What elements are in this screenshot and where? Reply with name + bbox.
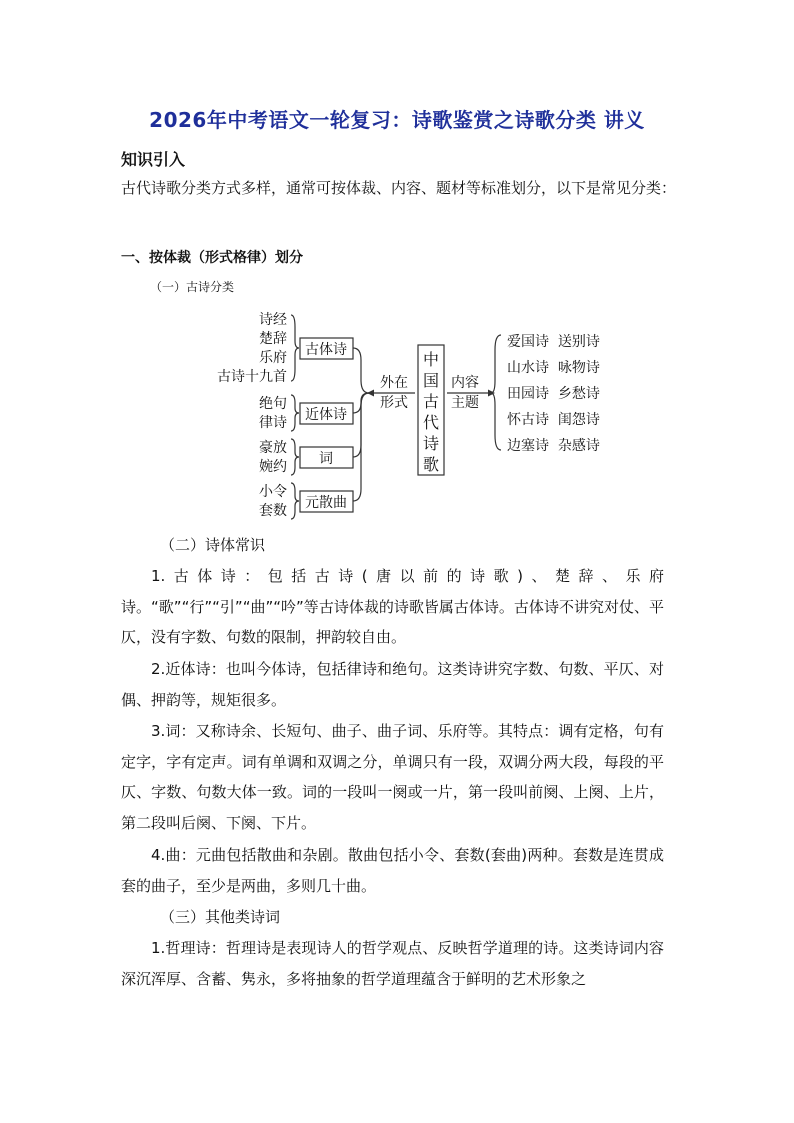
diagram-item: 诗经	[259, 312, 287, 328]
paragraph: 2.近体诗：也叫今体诗，包括律诗和绝句。这类诗讲究字数、句数、平仄、对偶、押韵等，规矩很多。	[121, 660, 664, 709]
diagram-form-label: 近体诗	[305, 407, 347, 423]
diagram-right-label: 内容	[451, 375, 479, 391]
diagram-left-label: 外在	[380, 375, 408, 391]
diagram-item: 套数	[259, 503, 287, 519]
subsection1-heading: （一）古诗分类	[150, 280, 235, 294]
diagram-theme: 爱国诗 送别诗	[507, 334, 600, 350]
paragraph: 3.词：又称诗余、长短句、曲子、曲子词、乐府等。其特点：调有定格，句有定字，字有定声。词有单调和双调之分，单调只有一段，双调分两大段，每段的平仄、字数、句数大体一致。词的一段叫一阕或一片，第一段叫前阕、上阕、上片，第二段叫后阕、下阕、下片。	[121, 722, 664, 832]
diagram-center-char: 古	[422, 392, 440, 411]
diagram-item: 小令	[259, 484, 287, 500]
diagram-theme: 怀古诗 闺怨诗	[507, 412, 600, 428]
poetry-classification-diagram	[195, 305, 635, 525]
diagram-left-label: 形式	[380, 395, 408, 411]
page-title: 2026年中考语文一轮复习：诗歌鉴赏之诗歌分类 讲义	[149, 108, 645, 132]
diagram-form-label: 元散曲	[305, 495, 347, 511]
diagram-theme: 山水诗 咏物诗	[507, 360, 600, 376]
diagram-item: 律诗	[259, 415, 287, 431]
intro-text: 古代诗歌分类方式多样，通常可按体裁、内容、题材等标准划分，以下是常见分类：	[121, 179, 677, 197]
diagram-item: 婉约	[259, 459, 287, 475]
diagram-item: 绝句	[259, 396, 287, 412]
paragraph: 1.哲理诗：哲理诗是表现诗人的哲学观点、反映哲学道理的诗。这类诗词内容深沉浑厚、含蓄、隽永，多将抽象的哲学道理蕴含于鲜明的艺术形象之	[121, 939, 664, 988]
intro-heading: 知识引入	[121, 150, 186, 169]
diagram-item: 豪放	[259, 440, 287, 456]
paragraph: 1.古体诗：包括古诗(唐以前的诗歌)、楚辞、乐府诗。“歌”“行”“引”“曲”“吟”等古诗体裁的诗歌皆属古体诗。古体诗不讲究对仗、平仄，没有字数、句数的限制，押韵较自由。	[121, 567, 664, 646]
section1-heading: 一、按体裁（形式格律）划分	[121, 250, 303, 266]
diagram-right-label: 主题	[451, 395, 479, 411]
diagram-item: 乐府	[259, 350, 287, 366]
diagram-form-label: 古体诗	[305, 342, 347, 358]
diagram-item: 楚辞	[259, 331, 287, 347]
subsection2-heading: （二）诗体常识	[160, 536, 266, 554]
diagram-center-char: 诗	[422, 434, 440, 453]
subsection3-heading: （三）其他类诗词	[160, 908, 281, 926]
diagram-theme: 边塞诗 杂感诗	[507, 438, 600, 454]
diagram-theme: 田园诗 乡愁诗	[507, 386, 600, 402]
diagram-center-char: 中	[422, 350, 440, 369]
diagram-form-label: 词	[319, 451, 333, 467]
diagram-item: 古诗十九首	[217, 369, 287, 385]
diagram-center-char: 国	[422, 371, 440, 390]
diagram-center-char: 代	[422, 413, 440, 432]
paragraph: 4.曲：元曲包括散曲和杂剧。散曲包括小令、套数(套曲)两种。套数是连贯成套的曲子，至少是两曲，多则几十曲。	[121, 846, 664, 895]
diagram-center-char: 歌	[422, 455, 440, 474]
